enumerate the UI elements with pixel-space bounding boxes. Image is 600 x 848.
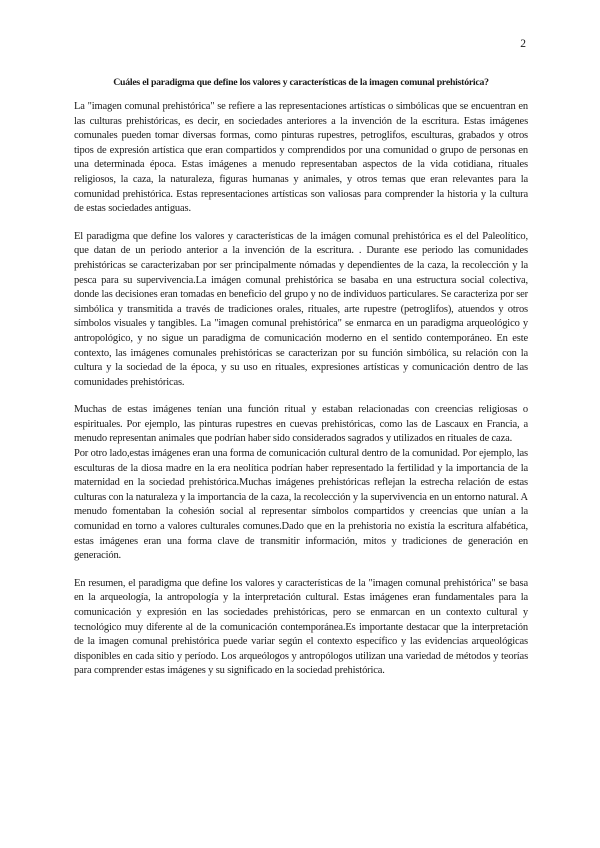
paragraph-ritual-function: Muchas de estas imágenes tenían una función ritual y estaban relacionadas con creencias religiosas o espirituales. Por ejemplo, las pinturas rupestres en cuevas prehistóricas, como las de Lascaux en Francia, a menudo representan animales que podrían haber sido considerados sagrados y utilizados en rituales de caza. bbox=[74, 404, 528, 445]
page-number: 2 bbox=[520, 38, 526, 50]
document-body bbox=[74, 76, 528, 679]
paragraph-intro: La "imagen comunal prehistórica" se refiere a las representaciones artísticas o simbólicas que se encuentran en las culturas prehistóricas, es decir, en sociedades anteriores a la invención de la escritura. Estas imágenes comunales pueden tomar diversas formas, como pinturas rupestres, petroglifos, esculturas, grabados y otros tipos de expresión artística que eran compartidos y comprendidos por una comunidad o grupo de personas en una determinada época. Estas imágenes a menudo representaban aspectos de la vida cotidiana, rituales religiosos, la caza, la naturaleza, figuras humanas y animales, y otros temas que eran relevantes para la comunidad prehistórica. Estas representaciones artísticas son valiosas para comprender la historia y la cultura de estas sociedades antiguas. bbox=[74, 101, 528, 215]
paragraph-paradigm: El paradigma que define los valores y características de la imágen comunal prehistórica es el del Paleolítico, que datan de un periodo anterior a la invención de la escritura. . Durante ese periodo las comunidades prehistóricas se caracterizaban por ser principalmente nómadas y dependientes de la caza, la recolección y la pesca para su supervivencia.La imágen comunal prehistórica se basaba en una estructura social colectiva, donde las decisiones eran tomadas en beneficio del grupo y no de individuos particulares. Se caracteriza por ser simbólica y transmitida a través de tradiciones orales, rituales, arte rupestre (petroglifos), atuendos y otros símbolos visuales y tangibles. La "imagen comunal prehistórica" se enmarca en un paradigma arqueológico y antropológico, y no sigue un paradigma de comunicación moderno en el sentido contemporáneo. En este contexto, las imágenes comunales prehistóricas se caracterizan por su función simbólica, su relación con la cultura y la sociedad de la época, y su uso en rituales, expresiones artísticas y comunicación dentro de las comunidades prehistóricas. bbox=[74, 230, 528, 388]
paragraph-cultural-communication: Por otro lado,estas imágenes eran una forma de comunicación cultural dentro de la comunidad. Por ejemplo, las esculturas de la diosa madre en la era neolítica podrían haber representado la fertilidad y la importancia de la maternidad en la sociedad prehistórica.Muchas imágenes prehistóricas reflejan la estrecha relación de estas culturas con la naturaleza y la importancia de la caza, la recolección y la supervivencia en un entorno natural. A menudo fomentaban la cohesión social al representar símbolos compartidos y creencias que unían a la comunidad en torno a valores culturales comunes.Dado que en la prehistoria no existía la escritura alfabética, estas imágenes eran una forma clave de transmitir información, mitos y tradiciones de generación en generación. bbox=[74, 448, 528, 562]
paragraph-summary: En resumen, el paradigma que define los valores y características de la "imagen comunal prehistórica" se basa en la arqueología, la antropología y la interpretación cultural. Estas imágenes eran fundamentales para la comunicación y expresión en las sociedades prehistóricas, pero se enmarcan en un contexto cultural y tecnológico muy diferente al de la comunicación contemporánea.Es importante destacar que la interpretación de la imagen comunal prehistórica puede variar según el contexto específico y las evidencias arqueológicas disponibles en cada sitio y período. Los arqueólogos y antropólogos utilizan una variedad de métodos y teorías para comprender estas imágenes y su significado en la sociedad prehistórica. bbox=[74, 577, 528, 677]
question-heading: Cuáles el paradigma que define los valores y características de la imagen comunal prehistórica? bbox=[113, 77, 489, 88]
